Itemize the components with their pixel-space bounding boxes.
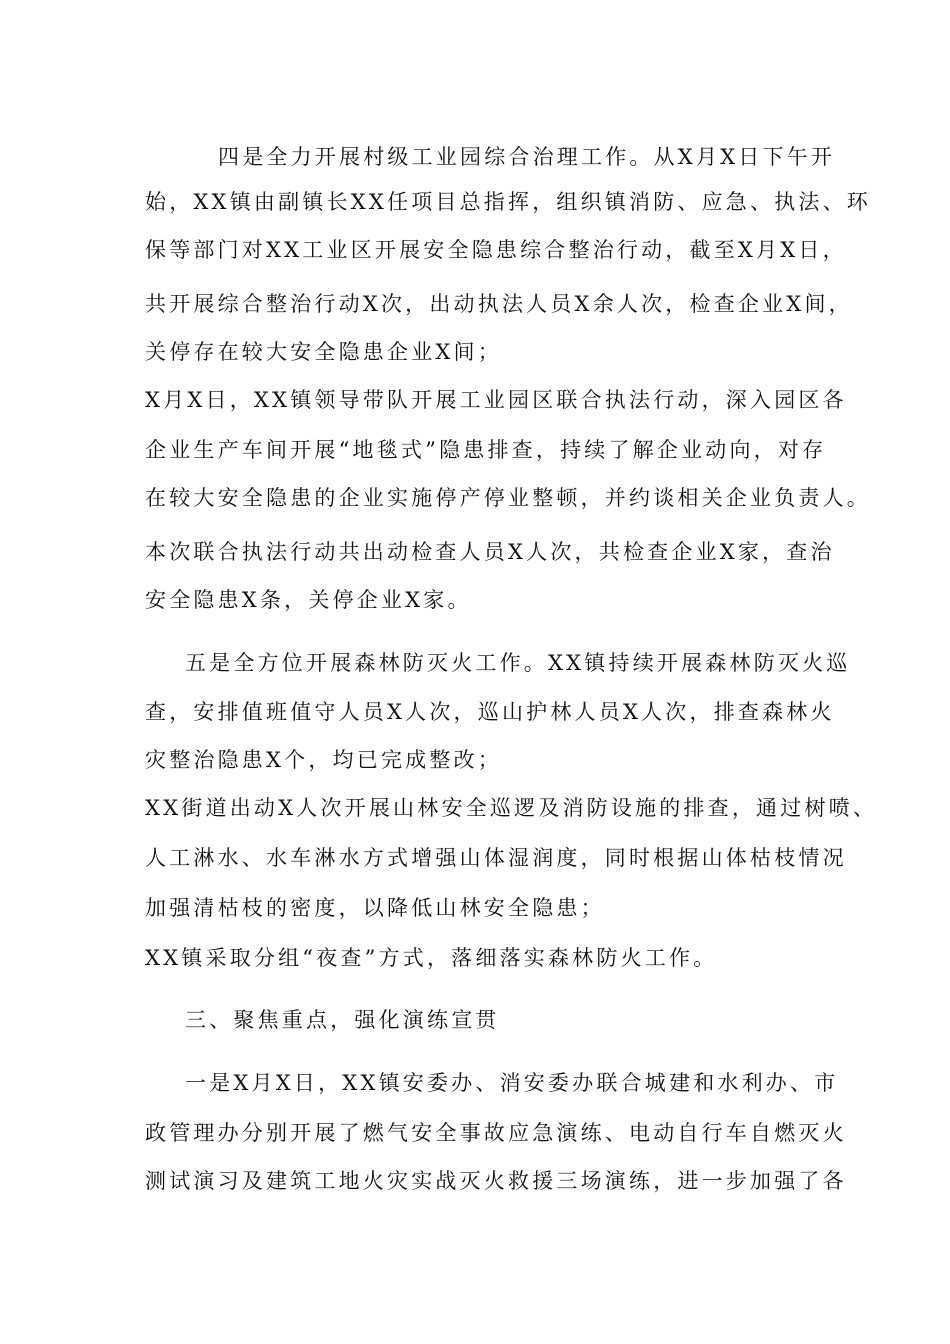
paragraph-4-line-2: 始，XX镇由副镇长XX任项目总指挥，组织镇消防、应急、执法、环 [145, 190, 871, 214]
paragraph-4-line-3: 保等部门对XX工业区开展安全隐患综合整治行动，截至X月X日， [145, 238, 847, 262]
paragraph-5-line-2: 查，安排值班值守人员X人次，巡山护林人员X人次，排查森林火 [145, 700, 835, 724]
paragraph-4-line-5: 关停存在较大安全隐患企业X间； [145, 340, 502, 364]
enforcement-line-1: X月X日，XX镇领导带队开展工业园区联合执法行动，深入园区各 [145, 388, 847, 412]
paragraph-5-line-1: 五是全方位开展森林防灭火工作。XX镇持续开展森林防灭火巡 [185, 651, 851, 675]
paragraph-5-line-3: 灾整治隐患X个，均已完成整改； [145, 748, 502, 772]
enforcement-line-3: 在较大安全隐患的企业实施停产停业整顿，并约谈相关企业负责人。 [145, 486, 871, 510]
enforcement-line-2: 企业生产车间开展“地毯式”隐患排查，持续了解企业动向，对存 [145, 438, 827, 462]
enforcement-line-4: 本次联合执法行动共出动检查人员X人次，共检查企业X家，查治 [145, 540, 835, 564]
paragraph-4-line-4: 共开展综合整治行动X次，出动执法人员X余人次，检查企业X间， [145, 292, 853, 316]
patrol-line-3: 加强清枯枝的密度，以降低山林安全隐患； [145, 896, 605, 920]
drill-paragraph-line-2: 政管理办分别开展了燃气安全事故应急演练、电动自行车自燃灭火 [145, 1121, 847, 1145]
drill-paragraph-line-3: 测试演习及建筑工地火灾实战灭火救援三场演练，进一步加强了各 [145, 1169, 847, 1193]
night-check-line: XX镇采取分组“夜查”方式，落细落实森林防火工作。 [145, 946, 718, 970]
patrol-line-1: XX街道出动X人次开展山林安全巡逻及消防设施的排查，通过树喷、 [145, 796, 878, 820]
paragraph-4-line-1: 四是全力开展村级工业园综合治理工作。从X月X日下午开 [218, 145, 836, 169]
section-heading-3: 三、聚焦重点，强化演练宣贯 [185, 1008, 500, 1032]
enforcement-line-5: 安全隐患X条，关停企业X家。 [145, 588, 472, 612]
drill-paragraph-line-1: 一是X月X日，XX镇安委办、消安委办联合城建和水利办、市 [185, 1071, 839, 1095]
patrol-line-2: 人工淋水、水车淋水方式增强山体湿润度，同时根据山体枯枝情况 [145, 846, 847, 870]
